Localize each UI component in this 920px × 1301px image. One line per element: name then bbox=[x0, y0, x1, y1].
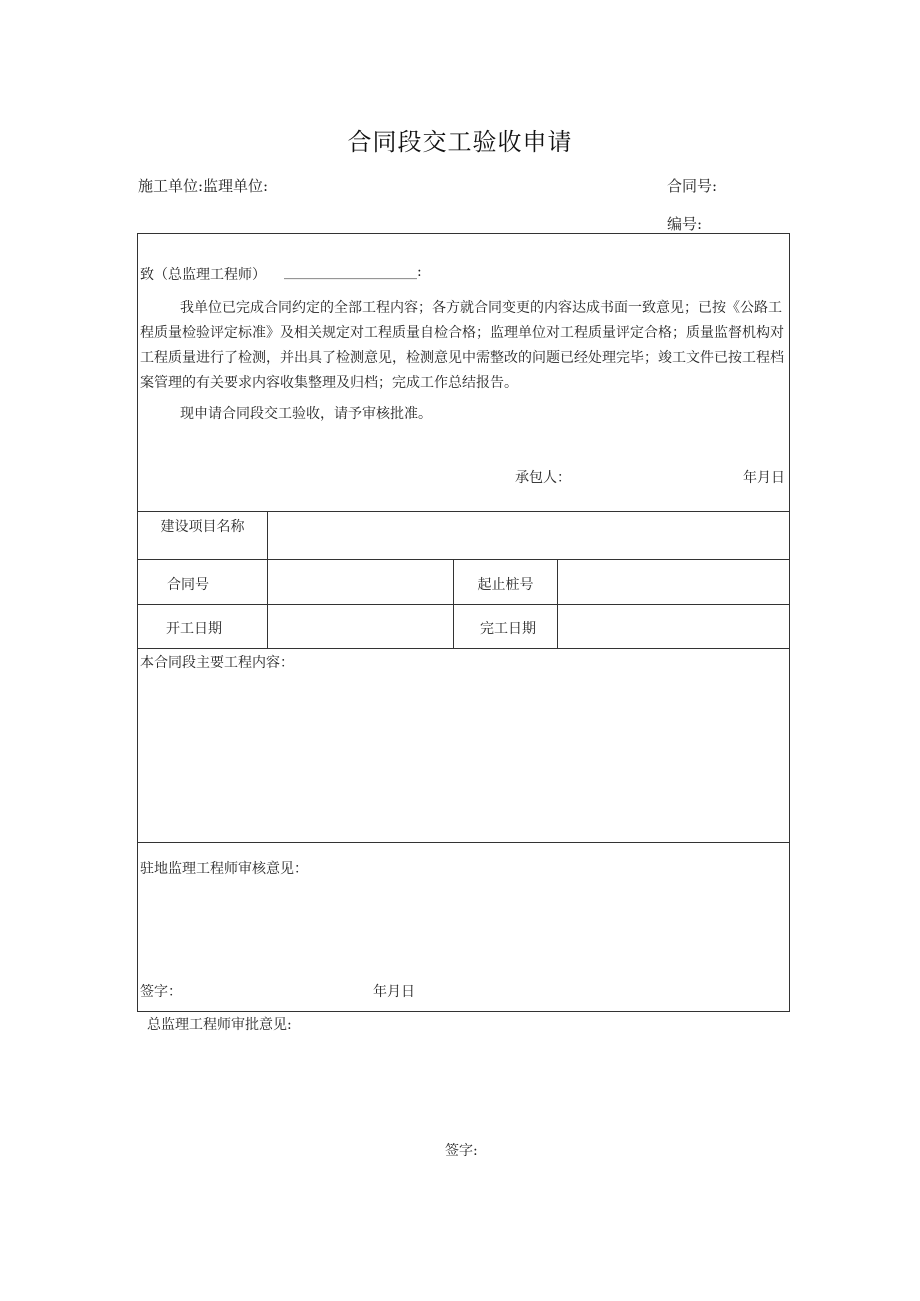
table-row-line-1 bbox=[137, 559, 790, 560]
document-title: 合同段交工验收申请 bbox=[347, 128, 573, 156]
chief-engineer-label: 总监理工程师审批意见: bbox=[147, 1017, 292, 1033]
start-date-label: 开工日期 bbox=[166, 621, 222, 637]
addressee-label: 致（总监理工程师） bbox=[140, 267, 266, 283]
contractor-label: 承包人： bbox=[515, 470, 571, 486]
table-top-line bbox=[137, 511, 790, 512]
serial-number-label: 编号: bbox=[667, 215, 703, 233]
application-paragraph-1: 我单位已完成合同约定的全部工程内容；各方就合同变更的内容达成书面一致意见；已按《公路工程质量检验评定标准》及相关规定对工程质量自检合格；监理单位对工程质量评定合格；质量监督机构对工程质量进行了检测，并出具了检测意见，检测意见中需整改的问题已经处理完毕；竣工文件已按工程档案管理的有关要求内容收集整理及归档；完成工作总结报告。 bbox=[140, 300, 784, 391]
resident-signature-label: 签字： bbox=[140, 984, 182, 1000]
table-row-line-2 bbox=[137, 604, 790, 605]
completion-date-label: 完工日期 bbox=[480, 621, 536, 637]
units-label: 施工单位:监理单位: bbox=[138, 177, 269, 195]
chief-signature-label: 签字: bbox=[445, 1143, 478, 1159]
application-date: 年月日 bbox=[743, 470, 785, 486]
contract-number-cell-label: 合同号 bbox=[167, 577, 209, 593]
resident-date: 年月日 bbox=[373, 984, 415, 1000]
application-paragraph-2: 现申请合同段交工验收，请予审核批准。 bbox=[180, 406, 432, 422]
resident-engineer-label: 驻地监理工程师审核意见： bbox=[140, 861, 308, 877]
table-col-line-1 bbox=[267, 511, 268, 648]
contract-number-label: 合同号: bbox=[667, 177, 718, 195]
addressee-blank: ___________________: bbox=[284, 264, 422, 280]
main-content-label: 本合同段主要工程内容： bbox=[140, 655, 294, 671]
table-bottom-line bbox=[137, 648, 790, 649]
section-divider bbox=[137, 842, 790, 843]
application-body bbox=[140, 296, 788, 427]
project-name-label: 建设项目名称 bbox=[160, 519, 245, 535]
station-range-label: 起止桩号 bbox=[477, 577, 534, 593]
